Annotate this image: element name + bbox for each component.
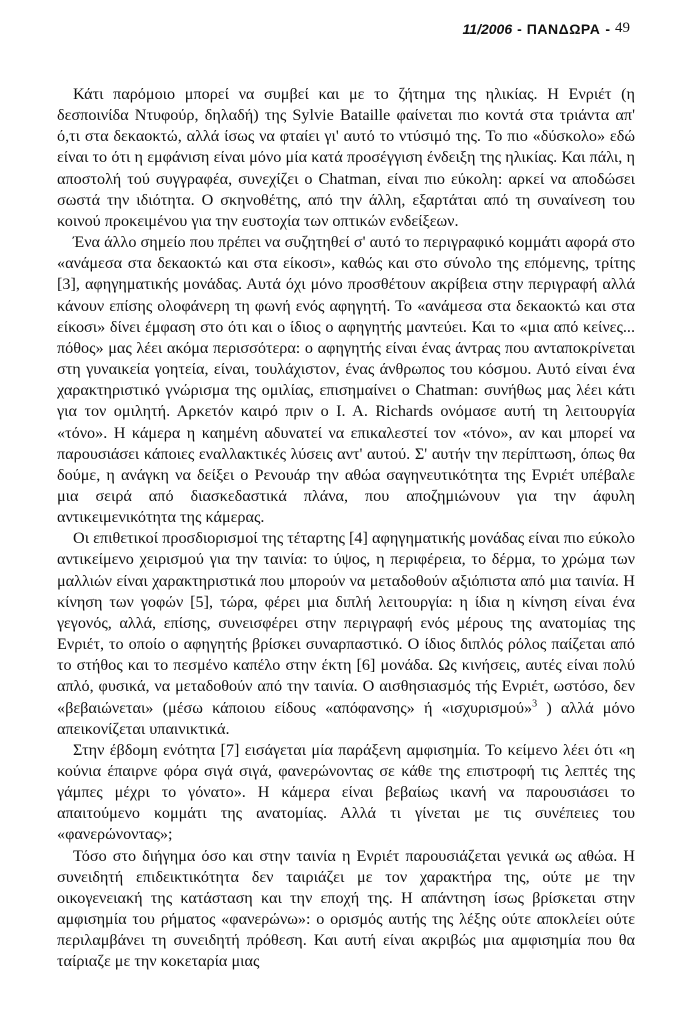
article-body: [57, 84, 635, 973]
magazine-title: ΠΑΝΔΩΡΑ: [526, 20, 601, 37]
paragraph: Τόσο στο διήγημα όσο και στην ταινία η Ενριέτ παρουσιάζεται γενικά ως αθώα. Η συνειδητή επιδεικτικότητα δεν ταιριάζει με τον χαρακτήρα της, ούτε με την οικογενειακή της κατάσταση και την εποχή της. Η απάντηση ίσως βρίσκεται στην αμφισημία του ρήματος «φανερώνω»: ο ορισμός αυτής της λέξης ούτε αποκλείει ούτε περιλαμβάνει τη συνειδητή πρόθεση. Και αυτή είναι ακριβώς μια αμφισημία που θα ταίριαζε με την κοκεταρία μιας: [57, 846, 635, 971]
paragraph: Ένα άλλο σημείο που πρέπει να συζητηθεί σ' αυτό το περιγραφικό κομμάτι αφορά στο «ανάμεσα στα δεκαοκτώ και στα είκοσι», καθώς και στο σύνολο της επόμενης, τρίτης [3], αφηγηματικής μονάδας. Αυτά όχι μόνο προσθέτουν ακρίβεια στην περιγραφή αλλά κάνουν επίσης ολοφάνερη τη φωνή ενός αφηγητή. Το «ανάμεσα στα δεκαοκτώ και στα είκοσι» δίνει έμφαση στο ότι και ο ίδιος ο αφηγητής μαντεύει. Και το «μια από κείνες... πόθος» μας λέει ακόμα περισσότερα: ο αφηγητής είναι ένας άντρας που ανταποκρίνεται στη γυναικεία γοητεία, είναι, τουλάχιστον, ένας άνθρωπος του κόσμου. Αυτό είναι ένα χαρακτηριστικό γνώρισμα της ομιλίας, επισημαίνει ο Chatman: συνήθως μας λέει κάτι για τον ομιλητή. Αρκετόν καιρό πριν ο I. A. Richards ονόμασε αυτή τη λειτουργία «τόνο». Η κάμερα η καημένη αδυνατεί να επικαλεστεί τον «τόνο», αν και μπορεί να παρουσιάσει κάποιες εναλλακτικές λύσεις αντ' αυτού. Σ' αυτήν την περίπτωση, όπως θα δούμε, η ανάγκη να δείξει ο Ρενουάρ την αθώα σαγηνευτικότητα της Ενριέτ υπέβαλε μια σειρά από διασκεδαστικά πλάνα, που αποζημιώνουν για την άφυλη αντικειμενικότητα της κάμερας.: [57, 233, 635, 527]
header-separator: -: [517, 20, 522, 37]
paragraph-text: ) αλλά μόνο απεικονίζεται υπαινικτικά.: [57, 698, 635, 738]
header-separator: -: [605, 20, 610, 37]
running-header: [463, 20, 630, 37]
paragraph-text: Οι επιθετικοί προσδιορισμοί της τέταρτης [4] αφηγηματικής μονάδας είναι πιο εύκολο αντικείμενο χειρισμού για την ταινία: το ύψος, η περιφέρεια, το δέρμα, το χρώμα των μαλλιών είναι χαρακτηριστικά που μπορούν να μεταδοθούν αξιόπιστα από μια ταινία. Η κίνηση των γοφών [5], τώρα, φέρει μια διπλή λειτουργία: η ίδια η κίνηση είναι ένα γεγονός, αλλά, επίσης, συνεισφέρει στην περιγραφή ενός μέρους της ανατομίας της Ενριέτ, το οποίο ο αφηγητής βρίσκει συναρπαστικό. Ο ίδιος διπλός ρόλος παίζεται από το στήθος και το πεσμένο καπέλο στην έκτη [6] μονάδα. Ως κινήσεις, αυτές είναι πολύ απλό, φυσικά, να μεταδοθούν από την ταινία. Ο αισθησιασμός τής Ενριέτ, ωστόσο, δεν «βεβαιώνεται» (μέσω κάποιου είδους «απόφανσης» ή «ισχυρισμού»: [57, 529, 635, 717]
footnote-marker: 3: [532, 698, 538, 710]
page-number: 49: [615, 20, 630, 36]
paragraph: Κάτι παρόμοιο μπορεί να συμβεί και με το ζήτημα της ηλικίας. Η Ενριέτ (η δεσποινίδα Ντυφούρ, δηλαδή) της Sylvie Bataille φαίνεται πιο κοντά στα τριάντα απ' ό,τι στα δεκαοκτώ, αλλά ίσως να φταίει γι' αυτό το ντύσιμό της. Το πιο «δύσκολο» εδώ είναι το ότι η εμφάνιση είναι μόνο μία κατά προσέγγιση ένδειξη της ηλικίας. Και πάλι, η αποστολή τού συγγραφέα, συνεχίζει ο Chatman, είναι πιο εύκολη: αρκεί να αποδώσει σωστά την ιδιότητα. Ο σκηνοθέτης, από την άλλη, εξαρτάται από τη συναίνεση του κοινού προκειμένου για την ευστοχία των οπτικών ενδείξεων.: [57, 85, 635, 230]
paragraph: [57, 528, 635, 740]
issue-date: 11/2006: [462, 20, 513, 37]
paragraph: Στην έβδομη ενότητα [7] εισάγεται μία παράξενη αμφισημία. Το κείμενο λέει ότι «η κούνια έπαιρνε φόρα σιγά σιγά, φανερώνοντας σε κάθε της επιστροφή τις λεπτές της γάμπες μέχρι το γόνατο». Η κάμερα είναι βεβαίως ικανή να παρουσιάσει το απαιτούμενο κομμάτι της ανατομίας. Αλλά τι γίνεται με τις συνέπειες του «φανερώνοντας»;: [57, 740, 635, 844]
